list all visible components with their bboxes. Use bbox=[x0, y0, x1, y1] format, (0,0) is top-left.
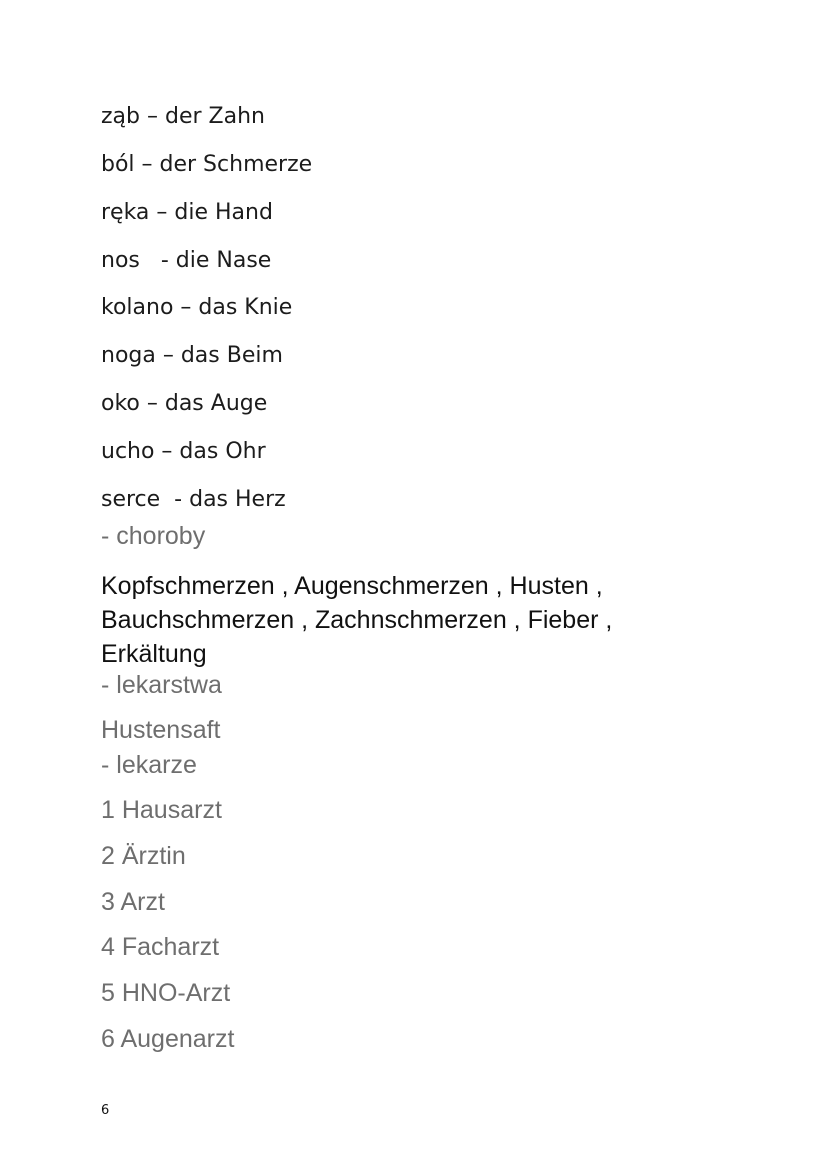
diseases-heading: - choroby bbox=[101, 522, 206, 550]
doctor-item-6: 6 Augenarzt bbox=[101, 1025, 235, 1053]
vocab-item-nose: nos - die Nase bbox=[101, 248, 272, 273]
doctor-item-3: 3 Arzt bbox=[101, 888, 165, 916]
medicine-item: Hustensaft bbox=[101, 716, 221, 744]
diseases-list: Kopfschmerzen , Augenschmerzen , Husten , Bauchschmerzen , Zachnschmerzen , Fieber , Erkältung bbox=[101, 572, 613, 668]
doctor-item-4: 4 Facharzt bbox=[101, 933, 220, 961]
doctors-heading: - lekarze bbox=[101, 751, 197, 779]
vocab-item-knee: kolano – das Knie bbox=[101, 295, 293, 320]
vocab-item-hand: ręka – die Hand bbox=[101, 200, 273, 225]
medicines-heading: - lekarstwa bbox=[101, 671, 222, 699]
doctor-item-5: 5 HNO-Arzt bbox=[101, 979, 231, 1007]
vocab-item-leg: noga – das Beim bbox=[101, 343, 283, 368]
vocab-item-ear: ucho – das Ohr bbox=[101, 439, 266, 464]
doctor-item-1: 1 Hausarzt bbox=[101, 796, 222, 824]
vocab-item-tooth: ząb – der Zahn bbox=[101, 104, 265, 129]
vocab-item-heart: serce - das Herz bbox=[101, 487, 286, 512]
page-number: 6 bbox=[101, 1103, 110, 1118]
doctor-item-2: 2 Ärztin bbox=[101, 842, 186, 870]
vocab-item-eye: oko – das Auge bbox=[101, 391, 268, 416]
vocab-item-pain: ból – der Schmerze bbox=[101, 152, 313, 177]
